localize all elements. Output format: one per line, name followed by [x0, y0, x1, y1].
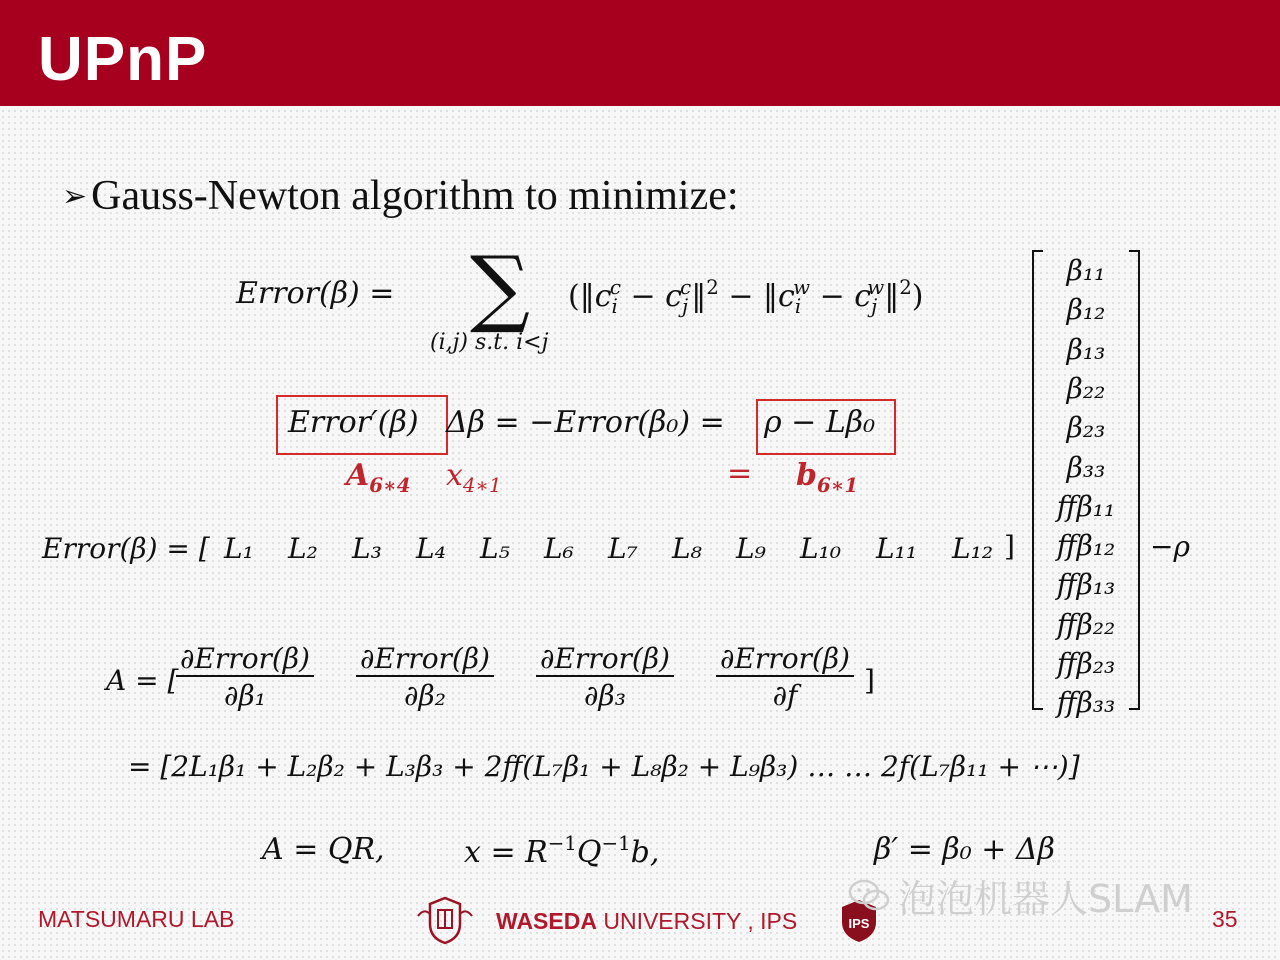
- arrow-bullet-icon: ➢: [62, 179, 88, 213]
- label-A: $A_{6∗4}$: [346, 458, 411, 497]
- eq1-lhs: Error(β) =: [236, 276, 395, 311]
- fraction-denominator: ∂f: [772, 679, 798, 712]
- sum-index: (i,j) s.t. i<j: [430, 330, 549, 355]
- vector-entry: ffβ₁₃: [1056, 568, 1116, 602]
- eq2-middle: Δβ = −Error(β₀) =: [446, 405, 725, 440]
- eq3-rhs: −ρ: [1150, 530, 1190, 563]
- bullet-line: [62, 172, 739, 220]
- slide-title: UPnP: [38, 25, 208, 94]
- eq2-boxed-rhs: ρ − Lβ₀: [764, 405, 876, 440]
- vector-entry: ffβ₂₂: [1056, 607, 1116, 641]
- L-term: L₂: [288, 532, 318, 565]
- eq6-b: β′ = β₀ + Δβ: [874, 832, 1055, 867]
- waseda-emblem-icon: [414, 894, 476, 946]
- page-number: 35: [1212, 906, 1238, 932]
- vector-entry: β₃₃: [1066, 450, 1106, 484]
- fraction-denominator: ∂β₃: [584, 679, 626, 712]
- vector-entry: β₂₃: [1066, 411, 1106, 445]
- fraction-numerator: ∂Error(β): [536, 642, 674, 677]
- sum-symbol-icon: ∑: [470, 238, 530, 336]
- label-equals: =: [727, 456, 753, 491]
- svg-text:IPS: IPS: [848, 916, 870, 931]
- eq2-boxed-lhs: Error′(β): [288, 405, 419, 440]
- label-b: $b_{6∗1}$: [796, 458, 859, 497]
- vector-entry: ffβ₁₂: [1056, 529, 1116, 563]
- vector-entry: β₂₂: [1066, 371, 1106, 405]
- eq5: = [2L₁β₁ + L₂β₂ + L₃β₃ + 2ff(L₇β₁ + L₈β₂ + L₉β₃) … … 2f(L₇β₁₁ + ⋯)]: [128, 750, 1080, 783]
- L-term: L₈: [672, 532, 702, 565]
- eq4-lhs: A = [: [106, 664, 179, 697]
- label-x: $x_{4∗1}$: [446, 458, 502, 497]
- L-term: L₉: [736, 532, 766, 565]
- vector-entry: β₁₁: [1066, 254, 1106, 287]
- lab-name: MATSUMARU LAB: [38, 906, 235, 932]
- eq4-close-bracket: ]: [864, 664, 875, 697]
- L-term: L₁₂: [952, 532, 994, 565]
- L-term: L₃: [352, 532, 382, 565]
- L-term: L₇: [608, 532, 638, 565]
- L-vector-close-bracket: ]: [1004, 530, 1015, 563]
- L-term: L₁₁: [876, 532, 918, 565]
- derivative-fraction: [716, 642, 854, 712]
- derivative-fraction: [356, 642, 494, 712]
- eq6-x: $x = R^{-1}Q^{-1}b$,: [464, 832, 660, 870]
- vector-entry: β₁₂: [1066, 293, 1106, 327]
- L-term: L₁: [224, 532, 254, 565]
- fraction-numerator: ∂Error(β): [356, 642, 494, 677]
- vector-entry: ffβ₂₃: [1056, 647, 1116, 680]
- eq6-a: A = QR,: [262, 832, 385, 867]
- fraction-numerator: ∂Error(β): [716, 642, 854, 677]
- eq3-lhs: Error(β) = [: [42, 532, 210, 565]
- L-term: L₁₀: [800, 532, 842, 565]
- L-term: L₆: [544, 532, 574, 565]
- eq1-rhs: ($‖c_i^c$ − $c_j^c‖^2$ − $‖c_i^w$ − $c_j^w‖^2$): [568, 276, 924, 318]
- watermark: 泡泡机器人SLAM: [848, 868, 1193, 923]
- university-name: WASEDA UNIVERSITY , IPS: [496, 908, 798, 934]
- vector-entry: ffβ₃₃: [1056, 686, 1116, 720]
- fraction-denominator: ∂β₁: [224, 679, 266, 712]
- derivative-fraction: [536, 642, 674, 712]
- wechat-icon: [848, 878, 890, 914]
- L-term: L₄: [416, 532, 446, 565]
- fraction-denominator: ∂β₂: [404, 679, 446, 712]
- fraction-numerator: ∂Error(β): [176, 642, 314, 677]
- vector-entry: ffβ₁₁: [1056, 489, 1116, 523]
- L-term: L₅: [480, 532, 510, 565]
- derivative-fraction: [176, 642, 314, 712]
- bullet-text: Gauss-Newton algorithm to minimize:: [91, 173, 739, 219]
- vector-entry: β₁₃: [1066, 332, 1106, 366]
- beta-vector: [1032, 250, 1140, 720]
